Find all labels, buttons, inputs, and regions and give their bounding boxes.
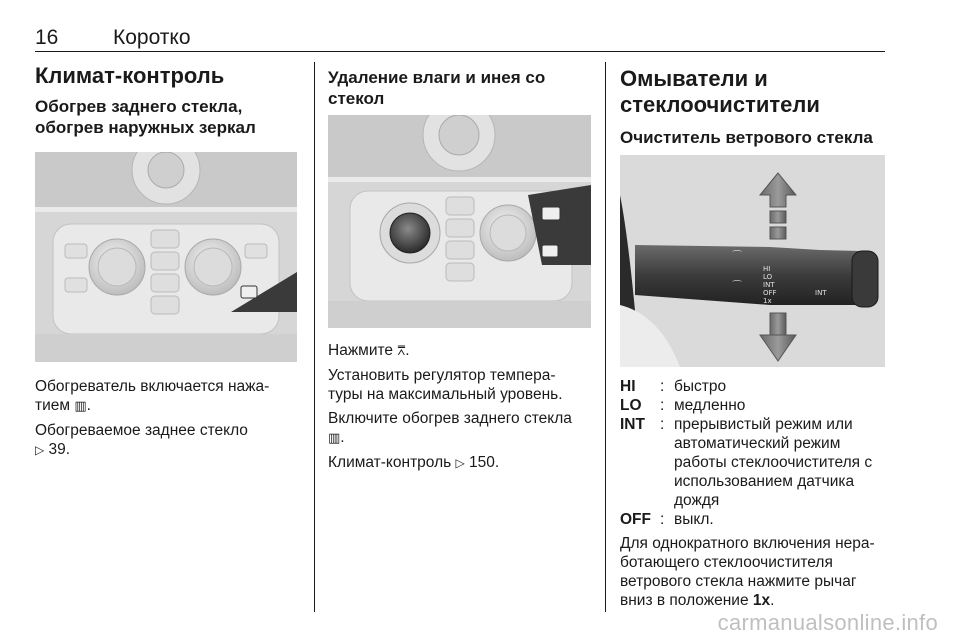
rear-window-heat-icon: ▥	[328, 431, 341, 446]
definition-desc: выкл.	[674, 511, 714, 528]
heading-line: стекол	[328, 89, 385, 108]
arrow-up-step-icon	[770, 227, 786, 239]
text-line: дождя	[674, 492, 720, 509]
definition-term: LO	[620, 397, 642, 414]
paragraph-press-defrost: Нажмите ⩞.	[328, 342, 410, 359]
text-line: туры на максимальный уровень.	[328, 386, 563, 403]
stalk-label-lo: LO	[763, 273, 773, 281]
definition-desc	[674, 415, 890, 510]
definition-desc: быстро	[674, 378, 727, 395]
paragraph-rear-heat-on: Включите обогрев заднего стекла ▥.	[328, 410, 572, 446]
heading-defog	[328, 67, 545, 109]
definition-colon: :	[660, 397, 665, 414]
text-line: тием	[35, 397, 71, 414]
heading-line: Удаление влаги и инея со	[328, 68, 546, 87]
paragraph-temperature	[328, 366, 598, 404]
stalk-label-int: INT	[815, 289, 827, 297]
col3-text	[620, 534, 895, 610]
heading-line: Омыватели и	[620, 66, 768, 91]
text-line: Обогреватель включается нажа-	[35, 378, 270, 395]
header-rule	[35, 51, 885, 52]
wiper-mode-definitions	[620, 377, 890, 529]
definition-term: INT	[620, 416, 645, 433]
text-line: вниз в положение	[620, 592, 749, 609]
position-1x: 1x	[752, 592, 771, 609]
paragraph-heater-info: Обогреватель включается нажа- тием ▥.	[35, 378, 270, 414]
column-divider-2	[605, 62, 606, 612]
wiper-stalk-photo	[620, 155, 885, 367]
text-line: использованием датчика	[674, 473, 855, 490]
heading-line: обогрев наружных зеркал	[35, 118, 256, 137]
heading-line: стеклоочистители	[620, 92, 820, 117]
definition-colon: :	[660, 378, 665, 395]
page-ref-icon: ▷	[35, 443, 45, 457]
text-line: Для однократного включения нера-	[620, 535, 875, 552]
section-title: Коротко	[113, 26, 191, 49]
wiper-symbol-icon: ⌒	[732, 251, 742, 262]
stalk-label-1x: 1x	[763, 297, 772, 305]
defrost-panel-photo	[328, 115, 591, 328]
page-reference: 150.	[469, 454, 500, 471]
page-number: 16	[35, 26, 59, 49]
column-divider-1	[314, 62, 315, 612]
text-line: прерывистый режим или	[674, 416, 853, 433]
text-line: .	[770, 592, 775, 609]
arrow-up-step-icon	[770, 211, 786, 223]
col2-text	[328, 341, 598, 473]
rear-window-heat-icon: ▥	[74, 399, 87, 414]
watermark: carmanualsonline.info	[717, 610, 938, 635]
text-line: Нажмите	[328, 342, 394, 359]
definition-row	[620, 377, 890, 396]
stalk-label-off: OFF	[763, 289, 777, 297]
heading-windscreen-wiper: Очиститель ветрового стекла	[620, 128, 873, 147]
definition-colon: :	[660, 416, 665, 433]
page-title: Климат-контроль	[35, 63, 225, 88]
text-line: Установить регулятор темпера-	[328, 367, 556, 384]
text-line: Включите обогрев заднего стекла	[328, 410, 572, 427]
windscreen-defrost-icon: ⩞	[397, 344, 406, 359]
page-reference: 39.	[48, 441, 71, 458]
text-line: работы стеклоочистителя с	[674, 454, 873, 471]
heading-rear-heat	[35, 96, 256, 138]
paragraph-rear-glass-ref	[35, 421, 300, 460]
heading-wipers	[620, 66, 820, 118]
defrost-panel-illustration	[328, 115, 591, 328]
paragraph-climate-ref	[328, 453, 598, 473]
climate-panel-photo	[35, 152, 297, 362]
text-line: ботающего стеклоочистителя	[620, 554, 833, 571]
paragraph-single-wipe	[620, 534, 895, 610]
definition-colon: :	[660, 511, 665, 528]
text-line: Климат-контроль	[328, 454, 452, 471]
col1-text	[35, 377, 300, 460]
page-ref-icon: ▷	[455, 456, 465, 470]
heading-line: Обогрев заднего стекла,	[35, 97, 243, 116]
definition-term: HI	[620, 378, 636, 395]
wiper-symbol-icon: ⌒	[732, 281, 742, 292]
text-line: автоматический режим	[674, 435, 841, 452]
definition-desc: медленно	[674, 397, 746, 414]
stalk-label-hi: HI	[763, 265, 771, 273]
text-line: Обогреваемое заднее стекло	[35, 422, 248, 439]
wiper-stalk-illustration	[620, 155, 885, 367]
definition-row	[620, 510, 890, 529]
text-line: ветрового стекла нажмите рычаг	[620, 573, 857, 590]
definition-term: OFF	[620, 511, 651, 528]
stalk-label-int: INT	[763, 281, 775, 289]
arrow-down-shaft-icon	[770, 313, 786, 335]
climate-panel-illustration	[35, 152, 297, 362]
definition-row	[620, 396, 890, 415]
definition-row	[620, 415, 890, 510]
page-header	[35, 22, 885, 52]
